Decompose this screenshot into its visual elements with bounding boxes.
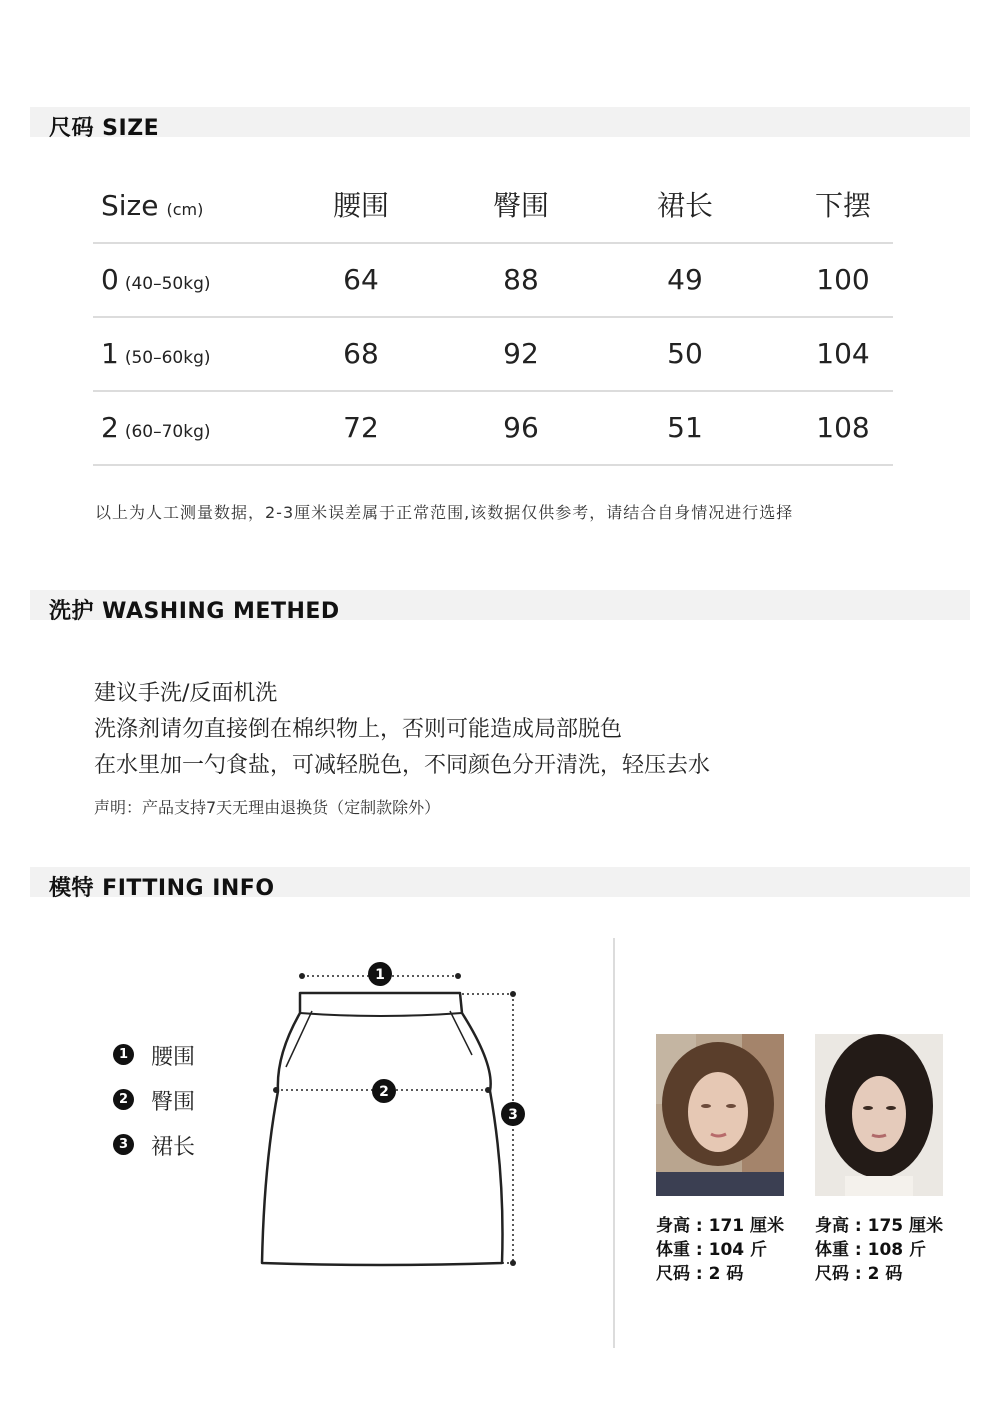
legend-label: 腰围: [151, 1045, 196, 1070]
legend-number: 3: [113, 1134, 134, 1155]
model-photo-1: [656, 1034, 784, 1196]
model-size: 尺码 : 2 码: [815, 1264, 903, 1284]
waist-cell: 68: [343, 337, 379, 370]
return-disclaimer: 声明：产品支持7天无理由退换货（定制款除外）: [94, 798, 441, 817]
waist-cell: 72: [343, 411, 379, 444]
model-weight: 体重 : 108 斤: [815, 1240, 927, 1260]
length-cell: 49: [667, 263, 703, 296]
waist-cell: 64: [343, 263, 379, 296]
legend-label: 臀围: [151, 1090, 196, 1115]
size-table-header-row: [93, 170, 893, 244]
svg-text:3: 3: [508, 1107, 518, 1123]
model-info-1: [656, 1214, 786, 1286]
model-photo-2: [815, 1034, 943, 1196]
legend-number: 1: [113, 1044, 134, 1065]
model-height: 身高 : 171 厘米: [656, 1216, 785, 1236]
size-section-header: [30, 107, 970, 141]
table-row: [93, 244, 893, 318]
table-row: [93, 392, 893, 466]
svg-text:2: 2: [379, 1084, 389, 1100]
size-note: 以上为人工测量数据，2-3厘米误差属于正常范围,该数据仅供参考，请结合自身情况进行选择: [95, 503, 794, 522]
hip-cell: 96: [503, 411, 539, 444]
length-cell: 50: [667, 337, 703, 370]
marker-length: [501, 1102, 525, 1126]
washing-line: 建议手洗/反面机洗: [94, 681, 278, 706]
legend-number: 2: [113, 1089, 134, 1110]
washing-section-header: [30, 590, 970, 624]
fitting-section-title: 模特 FITTING INFO: [49, 876, 275, 901]
model-height: 身高 : 175 厘米: [815, 1216, 944, 1236]
size-cell: 2 (60–70kg): [101, 411, 211, 444]
fitting-section-header: [30, 867, 970, 901]
length-cell: 51: [667, 411, 703, 444]
skirt-outline: [262, 993, 503, 1265]
svg-text:1: 1: [375, 967, 385, 983]
marker-waist: [368, 962, 392, 986]
hem-cell: 100: [816, 263, 870, 296]
model-size: 尺码 : 2 码: [656, 1264, 744, 1284]
hem-cell: 104: [816, 337, 870, 370]
hip-cell: 92: [503, 337, 539, 370]
model-weight: 体重 : 104 斤: [656, 1240, 768, 1260]
size-cell: 1 (50–60kg): [101, 337, 211, 370]
legend-label: 裙长: [151, 1135, 196, 1160]
header-hip: 臀围: [492, 189, 549, 222]
washing-instructions: [94, 676, 710, 784]
hem-cell: 108: [816, 411, 870, 444]
header-hem: 下摆: [814, 189, 871, 222]
marker-hip: [372, 1079, 396, 1103]
header-size: Size (cm): [101, 189, 204, 222]
hip-cell: 88: [503, 263, 539, 296]
washing-line: 洗涤剂请勿直接倒在棉织物上，否则可能造成局部脱色: [94, 717, 623, 742]
model-card-2: [815, 1034, 945, 1286]
header-waist: 腰围: [332, 189, 389, 222]
model-info-2: [815, 1214, 945, 1286]
skirt-diagram: [250, 955, 540, 1275]
size-cell: 0 (40–50kg): [101, 263, 211, 296]
washing-section-title: 洗护 WASHING METHED: [49, 599, 340, 624]
fitting-divider: [613, 938, 615, 1348]
size-section-title: 尺码 SIZE: [49, 116, 160, 141]
header-length: 裙长: [656, 189, 713, 222]
model-card-1: [656, 1034, 786, 1286]
table-row: [93, 318, 893, 392]
washing-line: 在水里加一勺食盐，可减轻脱色，不同颜色分开清洗，轻压去水: [94, 753, 711, 778]
size-table: [93, 170, 893, 466]
